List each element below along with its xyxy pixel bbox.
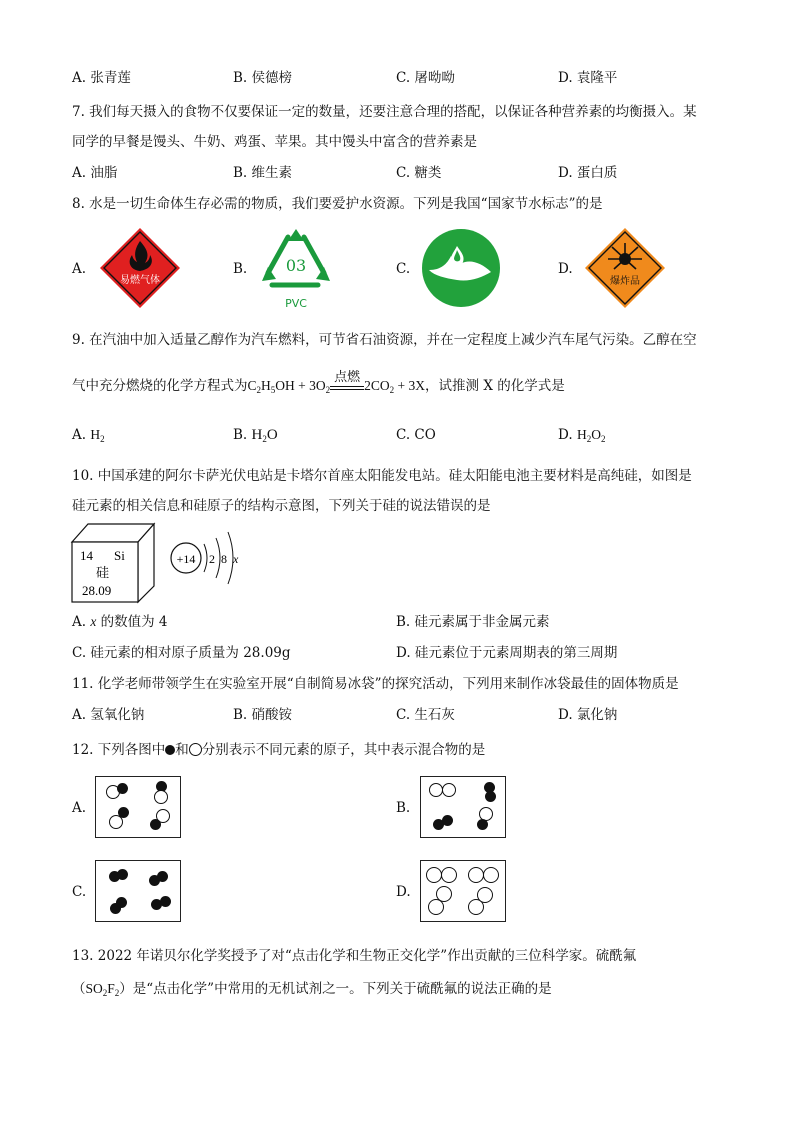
q6-option-c: C. 屠呦呦 xyxy=(396,70,455,86)
q12-label-b: B. xyxy=(396,800,411,816)
q8-label-d: D. xyxy=(558,261,573,277)
q9-option-d: D. $H_2O_2$ xyxy=(558,427,606,444)
q12-stem: 12. 下列各图中 和 分别表示不同元素的原子，其中表示混合物的是 xyxy=(72,742,486,758)
q13-stem-line2 xyxy=(72,977,552,998)
sign-d-text: 爆炸品 xyxy=(610,276,640,287)
q8-label-a: A. xyxy=(72,261,87,277)
equation-reactants: $C_2H_5OH + 3O_2$ xyxy=(247,378,331,395)
q10-option-d: D. 硅元素位于元素周期表的第三周期 xyxy=(396,645,618,661)
q12-label-d: D. xyxy=(396,884,411,900)
q7-option-c: C. 糖类 xyxy=(396,165,442,181)
q12-box-c xyxy=(95,860,181,922)
q7-stem-line2: 同学的早餐是馒头、牛奶、鸡蛋、苹果。其中馒头中富含的营养素是 xyxy=(72,134,477,150)
equation-condition: 点燃 xyxy=(334,370,361,385)
sign-b-number: 03 xyxy=(285,256,307,275)
q6-option-d: D. 袁隆平 xyxy=(558,70,618,86)
q12-label-a: A. xyxy=(72,800,87,816)
q12-label-c: C. xyxy=(72,884,87,900)
q12-box-b xyxy=(420,776,506,838)
q13-formula: $(SO_2F_2)$ xyxy=(72,981,133,998)
q12-box-a xyxy=(95,776,181,838)
recycling-pvc-sign xyxy=(258,227,334,313)
q13-stem-suffix: 是“点击化学”中常用的无机试剂之一。下列关于硫酰氟的说法正确的是 xyxy=(132,981,552,997)
q9-stem-line2 xyxy=(72,370,565,395)
q11-option-a: A. 氢氧化钠 xyxy=(72,707,145,723)
q11-stem: 11. 化学老师带领学生在实验室开展“自制简易冰袋”的探究活动，下列用来制作冰袋最佳的固体物质是 xyxy=(72,676,679,692)
explosive-sign xyxy=(584,227,666,309)
element-name: 硅 xyxy=(96,566,110,581)
equation-products: $2CO_2 + 3X$ xyxy=(364,378,426,395)
shell-3-electrons: x xyxy=(233,552,239,566)
q9-stem-line1: 9. 在汽油中加入适量乙醇作为汽车燃料，可节省石油资源，并在一定程度上减少汽车尾气污染。乙醇在空 xyxy=(72,332,697,348)
black-atom-icon xyxy=(165,745,175,755)
nucleus-charge: +14 xyxy=(176,552,196,566)
silicon-atom-diagram xyxy=(168,528,248,588)
q11-option-b: B. 硝酸铵 xyxy=(233,707,293,723)
water-saving-sign xyxy=(421,228,501,308)
q9-stem-prefix: 气中充分燃烧的化学方程式为 xyxy=(72,378,248,394)
flammable-gas-sign xyxy=(99,227,181,309)
q7-option-a: A. 油脂 xyxy=(72,165,118,181)
sign-a-text: 易燃气体 xyxy=(120,275,160,286)
q12-box-d xyxy=(420,860,506,922)
q9-stem-suffix: ，试推测 X 的化学式是 xyxy=(425,378,565,394)
q10-option-c: C. 硅元素的相对原子质量为 28.09g xyxy=(72,645,291,661)
atomic-number: 14 xyxy=(80,548,93,563)
q8-label-c: C. xyxy=(396,261,411,277)
q7-option-b: B. 维生素 xyxy=(233,165,293,181)
equation-arrow xyxy=(330,370,364,390)
q9-option-c: C. CO xyxy=(396,427,436,443)
q11-option-c: C. 生石灰 xyxy=(396,707,455,723)
q6-option-b: B. 侯德榜 xyxy=(233,70,293,86)
q8-label-b: B. xyxy=(233,261,248,277)
q10-stem-line2: 硅元素的相关信息和硅原子的结构示意图，下列关于硅的说法错误的是 xyxy=(72,498,491,514)
atomic-mass: 28.09 xyxy=(82,583,112,598)
q9-option-a: A. $H_2$ xyxy=(72,427,105,444)
q13-stem-line1: 13. 2022 年诺贝尔化学奖授予了对“点击化学和生物正交化学”作出贡献的三位科学家。硫酰氟 xyxy=(72,948,637,964)
sign-b-text: PVC xyxy=(285,297,307,310)
q7-stem-line1: 7. 我们每天摄入的食物不仅要保证一定的数量，还要注意合理的搭配，以保证各种营养素的均衡摄入。某 xyxy=(72,104,697,120)
shell-2-electrons: 8 xyxy=(221,552,227,566)
q9-option-b: B. $H_2O$ xyxy=(233,427,278,444)
q7-option-d: D. 蛋白质 xyxy=(558,165,618,181)
white-atom-icon xyxy=(189,743,202,756)
q10-option-b: B. 硅元素属于非金属元素 xyxy=(396,614,550,630)
q10-stem-line1: 10. 中国承建的阿尔卡萨光伏电站是卡塔尔首座太阳能发电站。硅太阳能电池主要材料是高纯硅，如图是 xyxy=(72,468,692,484)
silicon-element-cell xyxy=(68,520,158,604)
q6-option-a: A. 张青莲 xyxy=(72,70,131,86)
shell-1-electrons: 2 xyxy=(209,552,215,566)
q8-stem: 8. 水是一切生命体生存必需的物质，我们要爱护水资源。下列是我国“国家节水标志”的是 xyxy=(72,196,603,212)
q10-option-a: A. x 的数值为 4 xyxy=(72,614,168,630)
element-symbol: Si xyxy=(114,548,125,563)
q11-option-d: D. 氯化钠 xyxy=(558,707,618,723)
